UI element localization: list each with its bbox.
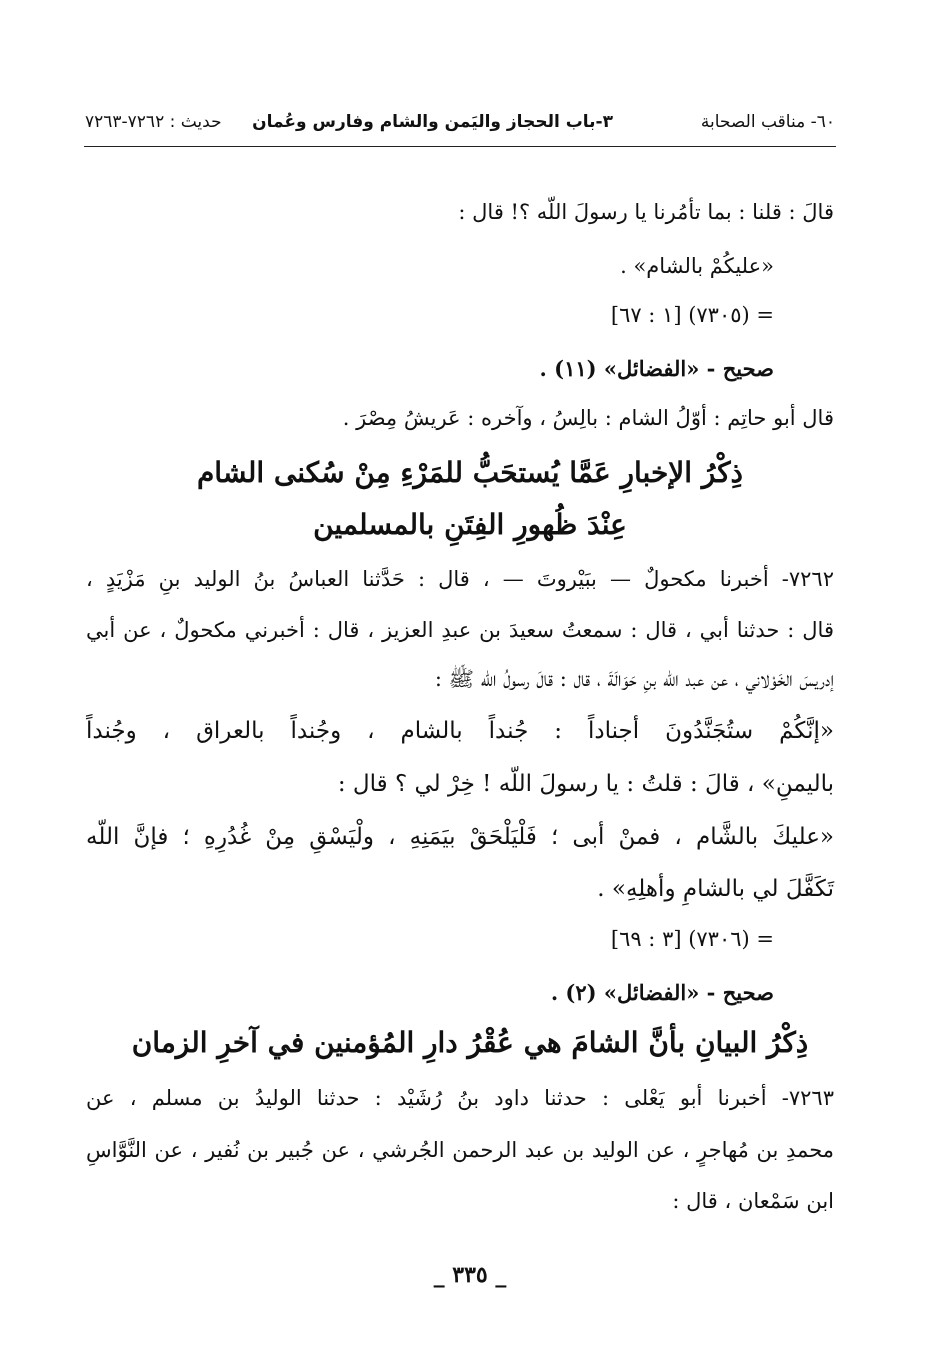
hadith-line: ٧٢٦٣- أخبرنا أبو يَعْلى : حدثنا داود بنُ رُشَيْد : حدثنا الوليدُ بن مسلم ، عن xyxy=(86,1086,834,1110)
hadith-line: ابن سَمْعان ، قال : xyxy=(672,1189,834,1213)
hadith-line: ٧٢٦٢- أخبرنا مكحولٌ — ببَيْروتَ — ، قال : حَدَّثنا العباسُ بنُ الوليد بنِ مَزْيَدٍ ، xyxy=(86,567,834,591)
hadith-line: باليمنِ» ، قالَ : قلتُ : يا رسولَ اللّه ! خِرْ لي ؟ قال : xyxy=(337,771,834,797)
running-header xyxy=(85,112,835,140)
hadith-line: تَكَفَّلَ لي بالشامِ وأهلِهِ» . xyxy=(597,876,834,902)
hadith-line: «إنَّكُمْ ستُجَنَّدُونَ أجناداً : جُنداً بالشام ، وجُنداً بالعراق ، وجُنداً xyxy=(86,718,834,744)
text-line: «عليكُمْ بالشام» . xyxy=(620,254,774,278)
header-section: ٣-باب الحجاز واليَمن والشام وفارس وعُمان xyxy=(252,112,613,132)
reference-line: = (٧٣٠٥) [١ : ٦٧] xyxy=(610,303,774,327)
hadith-line: محمدِ بن مُهاجرٍ ، عن الوليد بن عبد الرحمن الجُرشي ، عن جُبير بن نُفير ، عن النَّوَّاسِ xyxy=(86,1138,834,1162)
section-heading: ذِكْرُ البيانِ بأنَّ الشامَ هي عُقْرُ دارِ المُؤمنين في آخرِ الزمان xyxy=(131,1026,809,1059)
header-hadith-range: حديث : ٧٢٦٢-٧٢٦٣ xyxy=(85,112,222,132)
reference-line: = (٧٣٠٦) [٣ : ٦٩] xyxy=(610,927,774,951)
page-number: _ ٣٣٥ _ xyxy=(433,1262,507,1288)
grading-line: صحيح - «الفضائل» (٢) . xyxy=(550,980,774,1005)
header-chapter: ٦٠- مناقب الصحابة xyxy=(700,112,835,132)
text-line: قالَ : قلنا : بما تأمُرنا يا رسولَ اللّه ؟! قال : xyxy=(458,200,834,224)
hadith-line: «عليكَ بالشَّام ، فمنْ أبى ؛ فَلْيَلْحَقْ بيَمَنِهِ ، ولْيَسْقِ مِنْ غُدُرِهِ ؛ فإنَّ اللّه xyxy=(86,824,834,850)
section-heading: ذِكْرُ الإخبارِ عَمَّا يُستحَبُّ للمَرْءِ مِنْ سُكنى الشام xyxy=(196,456,744,489)
header-rule xyxy=(84,146,836,147)
hadith-line: إدريسَ الخَوْلاني ، عن عبد اللّه بنِ حَوَالَةَ ، قال : قالَ رسولُ اللّه ﷺ : xyxy=(434,667,834,691)
hadith-line: قال : حدثنا أبي ، قال : سمعتُ سعيدَ بن عبدِ العزيز ، قال : أخبرني مكحولٌ ، عن أبي xyxy=(86,618,834,642)
section-heading: عِنْدَ ظُهورِ الفِتَنِ بالمسلمين xyxy=(313,508,627,541)
text-line: قال أبو حاتِم : أوّلُ الشام : بالِسُ ، وآخره : عَريشُ مِصْرَ . xyxy=(342,406,834,430)
grading-line: صحيح - «الفضائل» (١١) . xyxy=(539,356,774,381)
